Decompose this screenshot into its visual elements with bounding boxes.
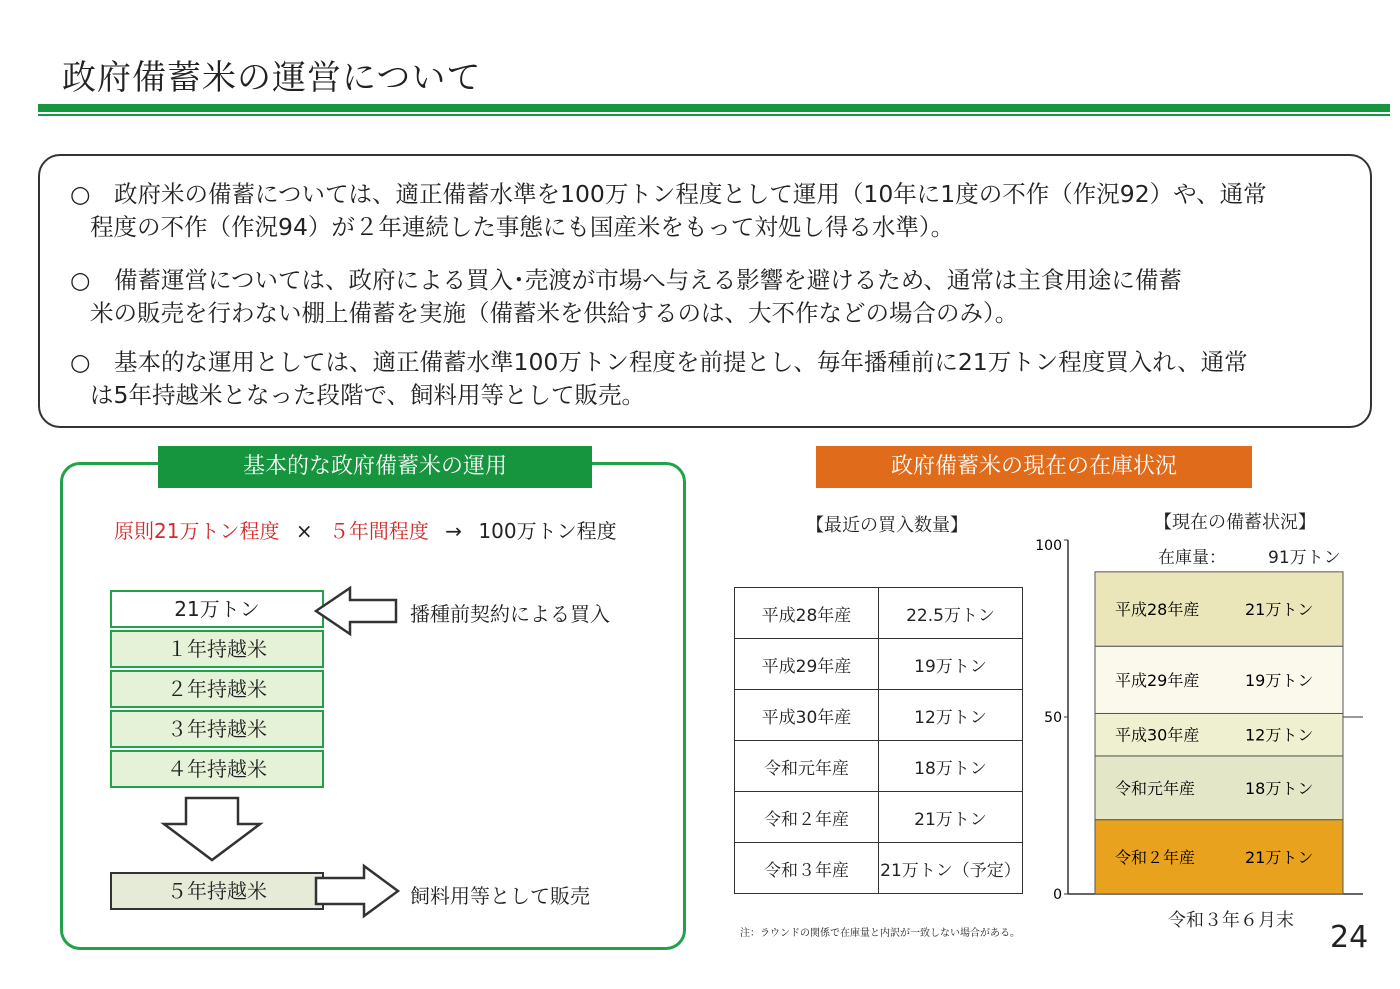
y-tick-label: 50: [1044, 710, 1062, 726]
sell-label: 飼料用等として販売: [410, 884, 590, 908]
stack-cell-year2: ２年持越米: [110, 670, 324, 708]
title-rule-thin: [38, 114, 1390, 116]
formula-result: 100万トン程度: [478, 519, 617, 543]
bullet-line: 政府米の備蓄については、適正備蓄水準を100万トン程度として運用（10年に1度の不作（作況92）や、通常: [114, 180, 1267, 208]
buy-arrow-icon: [314, 586, 400, 636]
stock-date: 令和３年６月末: [1168, 910, 1294, 931]
year-cell: 平成28年産: [735, 588, 879, 639]
segment-value-label: 21万トン: [1245, 600, 1314, 620]
formula-times: ×: [295, 519, 313, 543]
sell-arrow-icon: [314, 864, 400, 918]
bullet-item: [70, 346, 1360, 412]
qty-cell: 19万トン: [879, 639, 1023, 690]
stack-cell-year5: ５年持越米: [110, 872, 324, 910]
stack-cell-year3: ３年持越米: [110, 710, 324, 748]
page-title: 政府備蓄米の運営について: [62, 58, 482, 98]
bullet-marker: ○: [70, 348, 91, 376]
bullet-marker: ○: [70, 266, 91, 294]
footnote: 注：ラウンドの関係で在庫量と内訳が一致しない場合がある。: [740, 928, 1020, 939]
bullet-item: [70, 178, 1360, 244]
bullet-line: 米の販売を行わない棚上備蓄を実施（備蓄米を供給するのは、大不作などの場合のみ）。: [90, 299, 1019, 327]
operation-panel-header: 基本的な政府備蓄米の運用: [158, 446, 592, 488]
year-cell: 令和３年産: [735, 843, 879, 894]
summary-box: [38, 154, 1372, 428]
buy-table: [734, 587, 1023, 894]
segment-year-label: 平成30年産: [1115, 725, 1200, 745]
stack-cell-new: 21万トン: [110, 590, 324, 628]
stock-total-label: 在庫量：: [1158, 548, 1226, 568]
segment-value-label: 21万トン: [1245, 847, 1314, 867]
table-row: [735, 741, 1023, 792]
bullet-line: 程度の不作（作況94）が２年連続した事態にも国産米をもって対処し得る水準）。: [90, 213, 955, 241]
segment-year-label: 平成28年産: [1115, 600, 1200, 620]
segment-year-label: 平成29年産: [1115, 670, 1200, 690]
stack-cell-year1: １年持越米: [110, 630, 324, 668]
segment-value-label: 19万トン: [1245, 670, 1314, 690]
title-rule: [38, 104, 1390, 112]
year-cell: 令和２年産: [735, 792, 879, 843]
qty-cell: 21万トン: [879, 792, 1023, 843]
bullet-item: [70, 264, 1360, 330]
qty-cell: 18万トン: [879, 741, 1023, 792]
formula-arrow: →: [445, 519, 463, 543]
stock-total-value: 91万トン: [1268, 548, 1341, 568]
stack-cell-year4: ４年持越米: [110, 750, 324, 788]
bullet-line: 備蓄運営については、政府による買入･売渡が市場へ与える影響を避けるため、通常は主食用途に備蓄: [114, 266, 1182, 294]
table-row: [735, 639, 1023, 690]
formula: [114, 515, 617, 544]
y-tick-label: 0: [1053, 887, 1062, 903]
stock-chart: [1035, 520, 1380, 912]
buy-table-title: 【最近の買入数量】: [806, 515, 968, 536]
y-tick-label: 100: [1035, 538, 1062, 554]
formula-part2: ５年間程度: [328, 519, 429, 543]
table-row: [735, 843, 1023, 894]
segment-year-label: 令和元年産: [1115, 778, 1196, 798]
down-arrow-icon: [160, 796, 264, 864]
qty-cell: 22.5万トン: [879, 588, 1023, 639]
segment-year-label: 令和２年産: [1115, 847, 1196, 867]
bullet-line: は5年持越米となった段階で、飼料用等として販売。: [90, 381, 645, 409]
qty-cell: 21万トン（予定）: [879, 843, 1023, 894]
segment-value-label: 18万トン: [1245, 778, 1314, 798]
page-number: 24: [1330, 920, 1369, 955]
table-row: [735, 792, 1023, 843]
bullet-line: 基本的な運用としては、適正備蓄水準100万トン程度を前提とし、毎年播種前に21万トン程度買入れ、通常: [114, 348, 1248, 376]
formula-part1: 原則21万トン程度: [114, 519, 280, 543]
year-cell: 平成29年産: [735, 639, 879, 690]
table-row: [735, 588, 1023, 639]
stock-section-header: 政府備蓄米の現在の在庫状況: [816, 446, 1252, 488]
segment-value-label: 12万トン: [1245, 725, 1314, 745]
qty-cell: 12万トン: [879, 690, 1023, 741]
buy-label: 播種前契約による買入: [410, 602, 610, 626]
year-cell: 令和元年産: [735, 741, 879, 792]
stock-chart-title: 【現在の備蓄状況】: [1154, 512, 1316, 533]
table-row: [735, 690, 1023, 741]
year-cell: 平成30年産: [735, 690, 879, 741]
bullet-marker: ○: [70, 180, 91, 208]
